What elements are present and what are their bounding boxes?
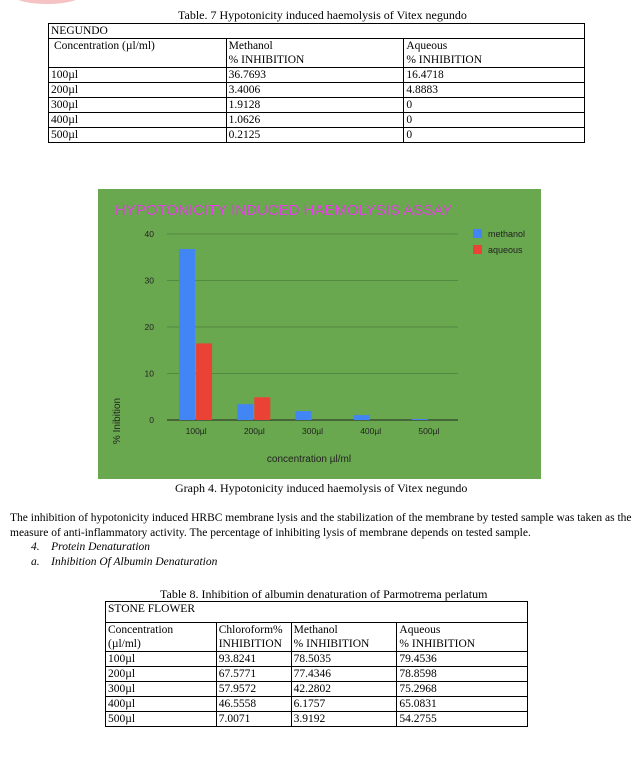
table8-header-aqueous: Aqueous % INHIBITION [397,623,528,652]
bar-aqueous-1 [254,397,270,420]
table-cell: 3.4006 [226,83,404,98]
table-cell: 1.0626 [226,113,404,128]
table-row [106,652,528,667]
table-cell: 500µl [49,128,227,143]
table8-group: STONE FLOWER [106,602,528,623]
bar-methanol-2 [296,411,312,420]
y-tick-label: 30 [144,275,154,286]
x-tick-label: 200µl [243,426,265,436]
legend-aqueous: aqueous [473,245,525,255]
table-row [49,113,585,128]
table-cell: 65.0831 [397,697,528,712]
chart-ylabel: % Inibition [112,397,123,445]
table-cell: 3.9192 [291,712,397,727]
x-tick-label: 100µl [185,426,207,436]
table-row [106,667,528,682]
table-cell: 7.0071 [216,712,291,727]
bar-methanol-0 [179,249,195,420]
bar-aqueous-0 [196,343,212,420]
table7-header-aqueous: Aqueous % INHIBITION [404,39,585,68]
table7 [48,23,585,143]
table-cell: 500µl [106,712,217,727]
table7-group: NEGUNDO [49,24,585,39]
table-cell: 0 [404,113,585,128]
table-cell: 0 [404,128,585,143]
table-row [49,98,585,113]
y-tick-label: 20 [144,322,154,332]
y-tick-label: 40 [144,229,154,239]
graph-caption: Graph 4. Hypotonicity induced haemolysis of Vitex negundo [175,481,468,495]
x-tick-label: 300µl [302,426,323,436]
bar-methanol-3 [354,415,370,420]
y-tick-label: 10 [144,368,154,379]
table-row [49,83,585,98]
table-cell: 57.9572 [216,682,291,697]
y-tick-label: 0 [149,415,154,425]
table-row [106,712,528,727]
table-cell: 77.4346 [291,667,397,682]
table-row [106,682,528,697]
table7-header-conc: Concentration (µl/ml) [49,39,227,68]
chart-xlabel: concentration µl/ml [266,454,352,465]
table8-header-methanol: Methanol % INHIBITION [291,623,397,652]
table-row [49,68,585,83]
chart-panel [98,189,541,479]
table-cell: 300µl [106,682,217,697]
chart-legend [473,229,525,255]
bar-methanol-1 [237,404,253,420]
table-cell: 400µl [49,113,227,128]
table-cell: 79.4536 [397,652,528,667]
table-cell: 1.9128 [226,98,404,113]
table-cell: 67.5771 [216,667,291,682]
table-row [49,128,585,143]
table-cell: 200µl [49,83,227,98]
legend-methanol: methanol [473,229,525,239]
table-cell: 78.5035 [291,652,397,667]
table-cell: 16.4718 [404,68,585,83]
list-item-protein-denaturation: 4. Protein Denaturation [31,541,151,553]
table-cell: 54.2755 [397,712,528,727]
table7-caption: Table. 7 Hypotonicity induced haemolysis of Vitex negundo [178,8,467,22]
table-cell: 46.5558 [216,697,291,712]
list-item-albumin-denaturation: a. Inhibition Of Albumin Denaturation [31,556,218,568]
x-tick-label: 500µl [418,426,440,436]
table-cell: 42.2802 [291,682,397,697]
table7-header-methanol: Methanol % INHIBITION [226,39,404,68]
x-tick-label: 400µl [360,426,382,436]
table8-caption: Table 8. Inhibition of albumin denaturation of Parmotrema perlatum [160,587,488,601]
table-cell: 75.2968 [397,682,528,697]
table-cell: 4.8883 [404,83,585,98]
table-cell: 0 [404,98,585,113]
table-cell: 93.8241 [216,652,291,667]
table-cell: 100µl [106,652,217,667]
chart-title: HYPOTONICITY INDUCED HAEMOLYSIS ASSAY [115,202,453,219]
table-cell: 6.1757 [291,697,397,712]
table-cell: 300µl [49,98,227,113]
body-paragraph: The inhibition of hypotonicity induced HRBC membrane lysis and the stabilization of the membrane by tested sample was taken as the measure of anti-inflammatory activity. The percentage of inhibiting lysis of membrane depends on tested sample. [10,512,632,539]
table-cell: 0.2125 [226,128,404,143]
table8-header-conc: Concentration (µl/ml) [106,623,217,652]
table-cell: 78.8598 [397,667,528,682]
table-row [106,697,528,712]
bar-methanol-4 [412,419,428,420]
table8-header-chloroform: Chloroform% INHIBITION [216,623,291,652]
table8 [105,601,528,727]
logo-fragment [14,0,80,4]
table-cell: 100µl [49,68,227,83]
table-cell: 400µl [106,697,217,712]
table-cell: 200µl [106,667,217,682]
table-cell: 36.7693 [226,68,404,83]
